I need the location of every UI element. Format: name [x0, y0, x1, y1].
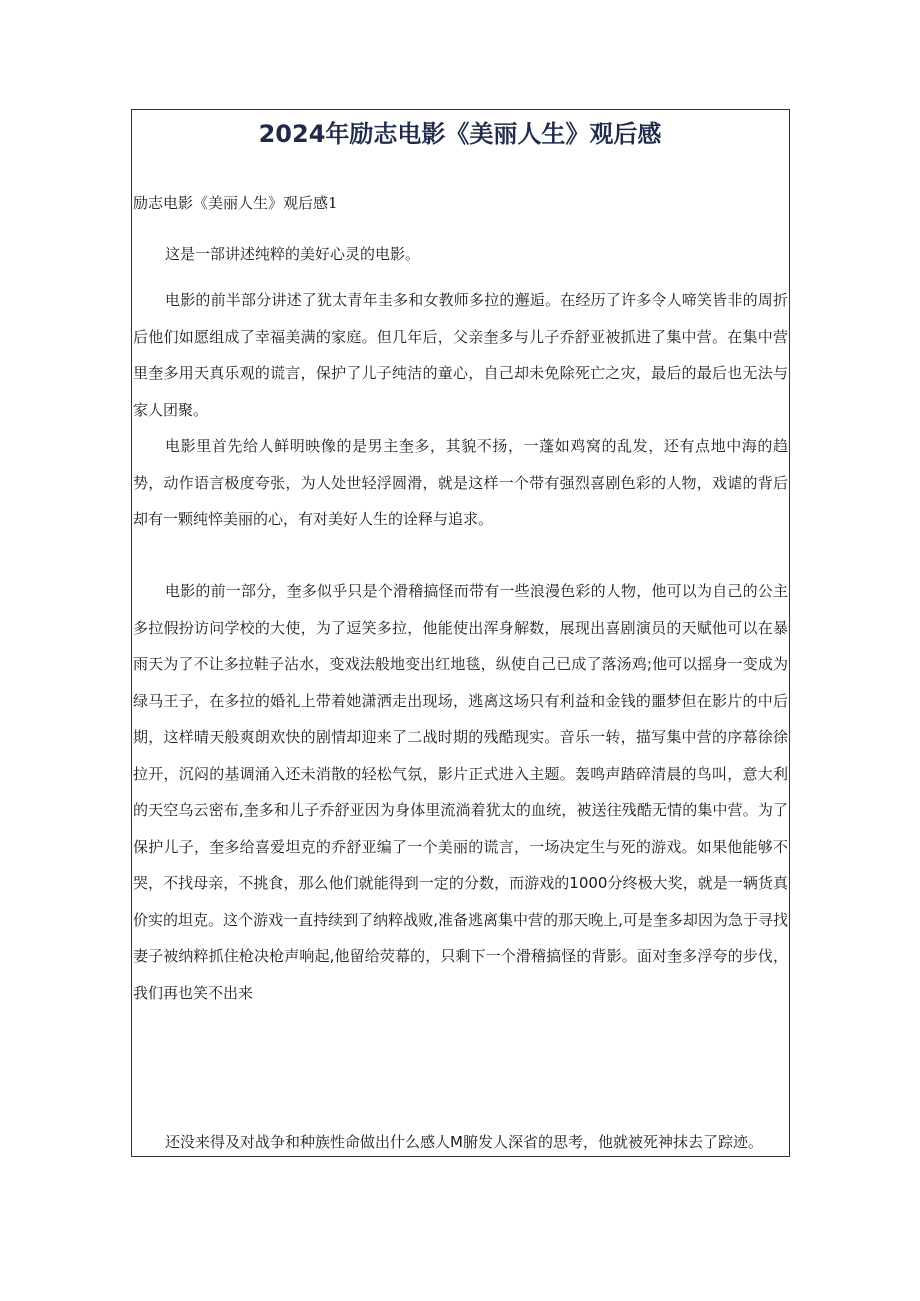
paragraph-4: 电影的前一部分，奎多似乎只是个滑稽搞怪而带有一些浪漫色彩的人物，他可以为自己的公主多拉假扮访问学校的大使，为了逗笑多拉，他能使出浑身解数，展现出喜剧演员的天赋他可以在暴雨天为了不让多拉鞋子沾水，变戏法般地变出红地毯，纵使自己已成了落汤鸡;他可以摇身一变成为绿马王子，在多拉的婚礼上带着她潇洒走出现场，逃离这场只有利益和金钱的噩梦但在影片的中后期，这样晴天般爽朗欢快的剧情却迎来了二战时期的残酷现实。音乐一转，描写集中营的序幕徐徐拉开，沉闷的基调涌入还未消散的轻松气氛，影片正式进入主题。轰鸣声踏碎清晨的鸟叫，意大利的天空乌云密布,奎多和儿子乔舒亚因为身体里流淌着犹太的血统，被送往残酷无情的集中营。为了保护儿子，奎多给喜爱坦克的乔舒亚编了一个美丽的谎言，一场决定生与死的游戏。如果他能够不哭，不找母亲，不挑食，那么他们就能得到一定的分数，而游戏的1000分终极大奖，就是一辆货真价实的坦克。这个游戏一直持续到了纳粹战败,准备逃离集中营的那天晚上,可是奎多却因为急于寻找妻子被纳粹抓住枪决枪声响起,他留给荧幕的，只剩下一个滑稽搞怪的背影。面对奎多浮夸的步伐，我们再也笑不出来	[133, 582, 788, 1002]
document-title: 2024年励志电影《美丽人生》观后感	[258, 120, 662, 148]
paragraph-2: 电影的前半部分讲述了犹太青年圭多和女教师多拉的邂逅。在经历了许多令人啼笑皆非的周折后他们如愿组成了幸福美满的家庭。但几年后，父亲奎多与儿子乔舒亚被抓进了集中营。在集中营里奎多用天真乐观的谎言，保护了儿子纯洁的童心，自己却未免除死亡之灾，最后的最后也无法与家人团聚。	[133, 291, 788, 419]
paragraph-5: 还没来得及对战争和种族性命做出什么感人M腑发人深省的思考，他就被死神抹去了踪迹。	[165, 1133, 763, 1151]
paragraph-1: 这是一部讲述纯粹的美好心灵的电影。	[165, 245, 421, 263]
section-heading: 励志电影《美丽人生》观后感1	[133, 194, 338, 212]
paragraph-3: 电影里首先给人鲜明映像的是男主奎多，其貌不扬，一蓬如鸡窝的乱发，还有点地中海的趋势，动作语言极度夸张，为人处世轻浮圆滑，就是这样一个带有强烈喜剧色彩的人物，戏谑的背后却有一颗纯悴美丽的心，有对美好人生的诠释与追求。	[133, 437, 788, 528]
